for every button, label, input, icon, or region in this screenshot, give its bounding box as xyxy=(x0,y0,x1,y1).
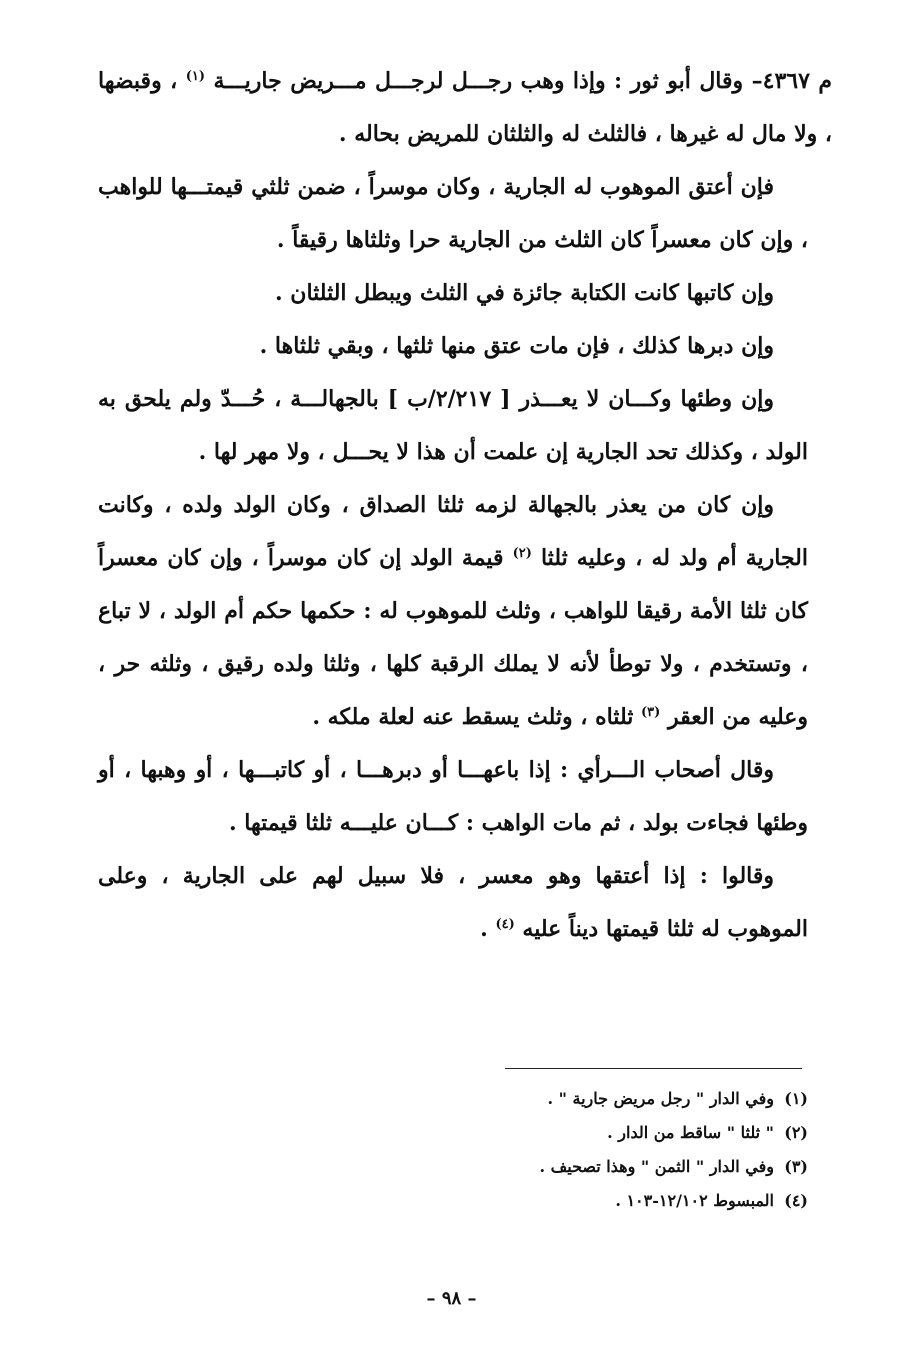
footnote-number: (٤) xyxy=(784,1191,808,1210)
footnote-number: (٣) xyxy=(784,1157,808,1176)
footnote xyxy=(388,1082,808,1116)
footnote-number: (٢) xyxy=(784,1123,808,1142)
text-run: وإن كاتبها كانت الكتابة جائزة في الثلث ويبطل الثلثان . xyxy=(274,280,774,306)
paragraph xyxy=(98,850,808,956)
footnotes xyxy=(388,1082,808,1218)
text-run: ثلثاه ، وثلث يسقط عنه لعلة ملكه . xyxy=(312,704,642,730)
footnote-text: " ثلثا " ساقط من الدار . xyxy=(607,1123,774,1142)
footnote-text: المبسوط ١٢/١٠٢-١٠٣ . xyxy=(615,1191,774,1210)
footnote-ref: (٢) xyxy=(512,546,532,561)
footnote xyxy=(388,1116,808,1150)
text-run: ، وقبضها ، ولا مال له غيرها ، فالثلث له والثلثان للمريض بحاله . xyxy=(98,68,832,147)
footnote-ref: (٤) xyxy=(495,917,515,932)
main-text xyxy=(98,55,833,956)
footnote-number: (١) xyxy=(784,1089,808,1108)
footnote-text: وفي الدار " رجل مريض جارية " . xyxy=(547,1089,774,1108)
paragraph xyxy=(98,373,808,479)
footnote-ref: (٣) xyxy=(641,705,661,720)
text-run: قيمة الولد إن كان موسراً ، وإن كان معسراً كان ثلثا الأمة رقيقا للواهب ، وثلث للموهوب له : حكمها حكم أم الولد ، لا تباع ، وتستخدم ، ولا توطأ لأنه لا يملك الرقبة كلها ، وثلثا ولده رقيق ، وثلثه حر ، وعليه من العقر xyxy=(98,545,808,730)
page-number: – ٩٨ – xyxy=(426,1288,477,1309)
paragraph xyxy=(98,55,832,161)
footnote xyxy=(388,1150,808,1184)
text-run: وقال أبو ثور : وإذا وهب رجـــل لرجـــل مـــريض جاريـــة xyxy=(205,68,752,94)
text-run: . xyxy=(480,916,496,942)
section-number: م ٤٣٦٧– xyxy=(751,68,833,94)
text-run: وقال أصحاب الـــرأي : إذا باعهـــا أو دبرهـــا ، أو كاتبـــها ، أو وهبها ، أو وطئها فجاءت بولد ، ثم مات الواهب : كـــان عليـــه ثلثا قيمتها . xyxy=(98,757,808,836)
text-run: فإن أعتق الموهوب له الجارية ، وكان موسراً ، ضمن ثلثي قيمتـــها للواهب ، وإن كان معسراً كان الثلث من الجارية حرا وثلثاها رقيقاً . xyxy=(98,174,808,253)
paragraph xyxy=(98,320,808,373)
paragraph xyxy=(98,161,808,267)
text-run: وقالوا : إذا أعتقها وهو معسر ، فلا سبيل لهم على الجارية ، وعلى الموهوب له ثلثا قيمتها ديناً عليه xyxy=(98,863,808,942)
paragraph xyxy=(98,267,808,320)
footnote xyxy=(388,1184,808,1218)
text-run: وإن كان من يعذر بالجهالة لزمه ثلثا الصداق ، وكان الولد ولده ، وكانت الجارية أم ولد له ، وعليه ثلثا xyxy=(98,492,808,571)
footnote-ref: (١) xyxy=(185,69,206,84)
paragraph xyxy=(98,744,808,850)
footnote-divider xyxy=(505,1068,802,1069)
text-run: وإن دبرها كذلك ، فإن مات عتق منها ثلثها ، وبقي ثلثاها . xyxy=(259,333,774,359)
footnote-text: وفي الدار " الثمن " وهذا تصحيف . xyxy=(539,1157,774,1176)
text-run: وإن وطئها وكـــان لا يعـــذر [ ٢/٢١٧/ب ] بالجهالـــة ، حُـــدّ ولم يلحق به الولد ، وكذلك تحد الجارية إن علمت أن هذا لا يحـــل ، ولا مهر لها . xyxy=(98,386,808,465)
paragraph xyxy=(98,479,808,744)
